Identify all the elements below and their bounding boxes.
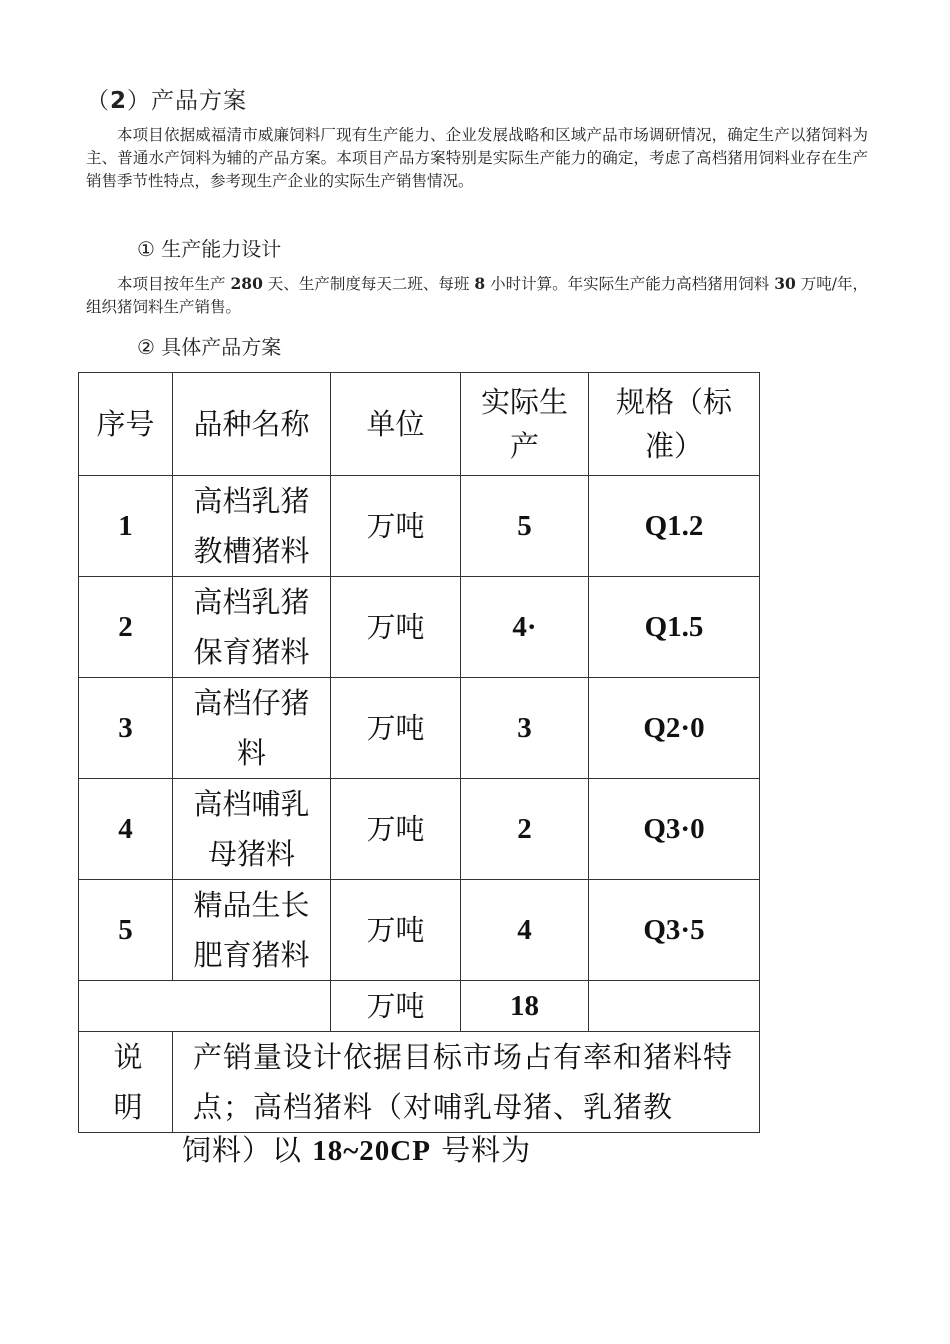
overflow-text: 饲料）以 18~20CP 号料为 <box>182 1133 532 1167</box>
cell-no: 5 <box>79 880 173 981</box>
heading-number: 2 <box>110 88 128 114</box>
cell-name: 高档哺乳母猪料 <box>173 779 331 880</box>
total-qty: 18 <box>461 981 589 1032</box>
table-total-row <box>79 981 760 1032</box>
cell-spec: Q1.5 <box>589 577 760 678</box>
heading-paren: （ <box>86 88 110 114</box>
cell-qty: 5 <box>461 476 589 577</box>
product-table <box>78 372 760 1133</box>
subheading-products: ② 具体产品方案 <box>137 335 282 359</box>
capacity-value: 30 <box>774 274 796 293</box>
cell-qty: 2 <box>461 779 589 880</box>
cell-qty: 4· <box>461 577 589 678</box>
table-row <box>79 779 760 880</box>
heading-title: ）产品方案 <box>127 88 248 114</box>
header-unit: 单位 <box>331 373 461 476</box>
cell-qty: 4 <box>461 880 589 981</box>
cell-qty: 3 <box>461 678 589 779</box>
cell-spec: Q1.2 <box>589 476 760 577</box>
capacity-paragraph: 本项目按年生产 280 天、生产制度每天二班、每班 8 小时计算。年实际生产能力高档猪用饲料 30 万吨/年，组织猪饲料生产销售。 <box>86 274 868 316</box>
cell-unit: 万吨 <box>331 880 461 981</box>
table-row <box>79 678 760 779</box>
table-note-row <box>79 1032 760 1133</box>
cell-name: 高档乳猪保育猪料 <box>173 577 331 678</box>
header-name: 品种名称 <box>173 373 331 476</box>
cell-name: 高档乳猪教槽猪料 <box>173 476 331 577</box>
intro-paragraph: 本项目依据威福清市威廉饲料厂现有生产能力、企业发展战略和区域产品市场调研情况，确定生产以猪饲料为主、普通水产饲料为辅的产品方案。本项目产品方案特别是实际生产能力的确定，考虑了高档猪用饲料业存在生产销售季节性特点，参考现生产企业的实际生产销售情况。 <box>86 126 868 190</box>
cell-unit: 万吨 <box>331 476 461 577</box>
table-header-row <box>79 373 760 476</box>
table-row <box>79 577 760 678</box>
cell-spec: Q2·0 <box>589 678 760 779</box>
total-unit: 万吨 <box>331 981 461 1032</box>
note-label: 说明 <box>79 1032 173 1133</box>
cell-no: 3 <box>79 678 173 779</box>
header-no: 序号 <box>79 373 173 476</box>
cell-spec: Q3·0 <box>589 779 760 880</box>
cell-unit: 万吨 <box>331 678 461 779</box>
table-row <box>79 476 760 577</box>
cell-unit: 万吨 <box>331 577 461 678</box>
cp-range: 18~20CP <box>312 1135 431 1167</box>
header-qty: 实际生产 <box>461 373 589 476</box>
hours-value: 8 <box>474 274 486 293</box>
cell-no: 4 <box>79 779 173 880</box>
note-text: 产销量设计依据目标市场占有率和猪料特点；高档猪料（对哺乳母猪、乳猪教 <box>173 1032 760 1133</box>
total-blank-cell <box>79 981 331 1032</box>
cell-unit: 万吨 <box>331 779 461 880</box>
cell-name: 高档仔猪料 <box>173 678 331 779</box>
header-spec: 规格（标准） <box>589 373 760 476</box>
cell-spec: Q3·5 <box>589 880 760 981</box>
cell-no: 1 <box>79 476 173 577</box>
total-spec-blank <box>589 981 760 1032</box>
cell-no: 2 <box>79 577 173 678</box>
subheading-capacity: ① 生产能力设计 <box>137 237 282 261</box>
table-row <box>79 880 760 981</box>
cell-name: 精品生长肥育猪料 <box>173 880 331 981</box>
days-value: 280 <box>230 274 263 293</box>
section-heading <box>86 82 247 115</box>
